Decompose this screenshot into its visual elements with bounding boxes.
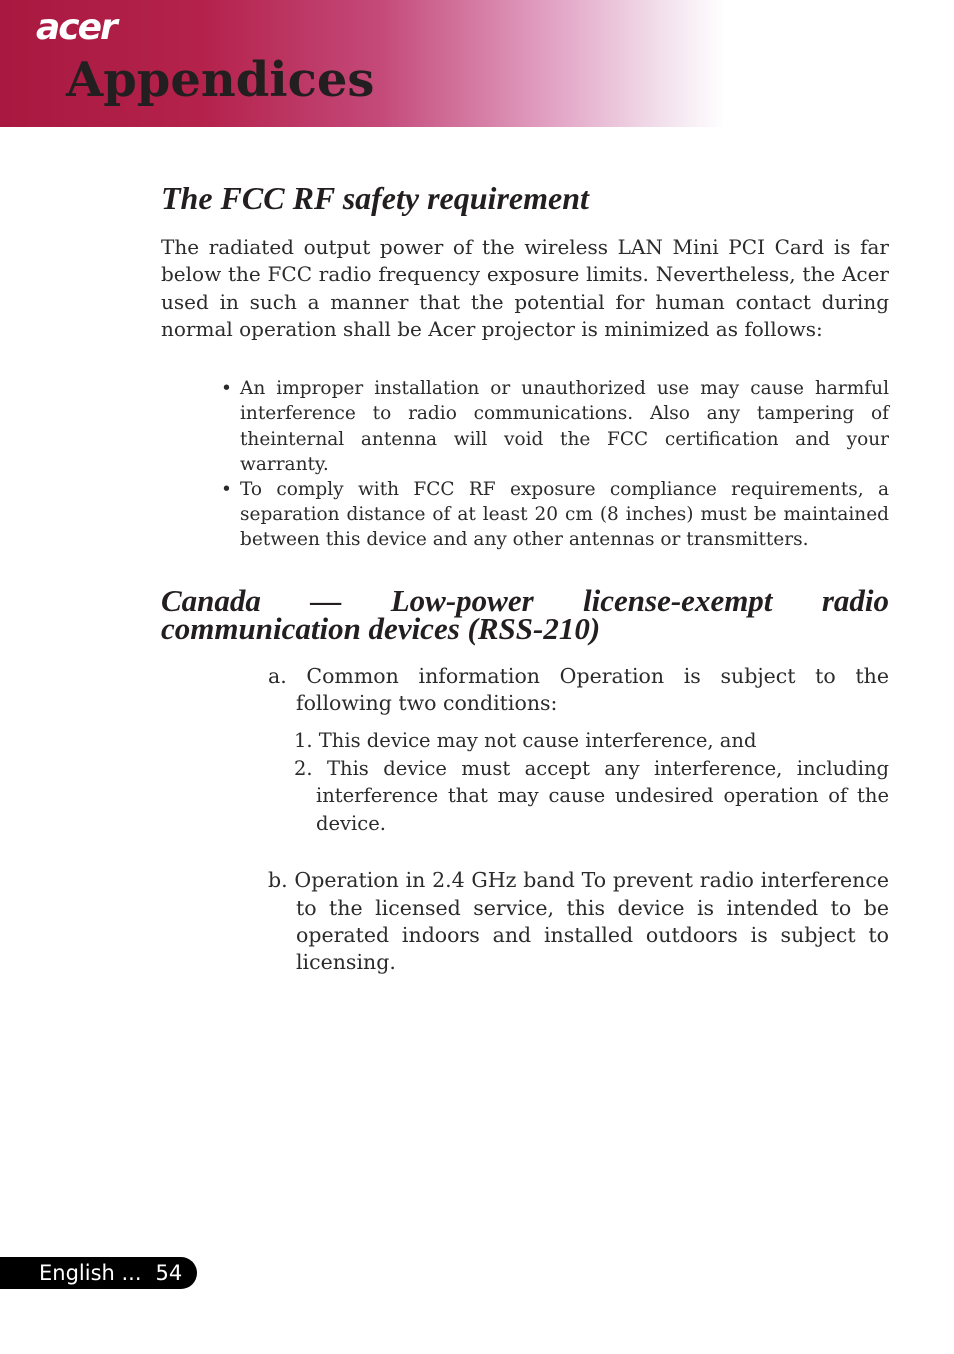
list-item: 2. This device must accept any interference, including interference that may cause undesired operation of the device.: [294, 756, 889, 835]
page-footer-tab: [0, 1257, 197, 1289]
list-item: 1. This device may not cause interference, and: [294, 729, 757, 753]
conditions-list: [161, 727, 889, 837]
bullet-icon: •: [221, 479, 232, 500]
main-content: [161, 172, 889, 976]
section-heading-canada: Canada — Low-power license-exempt radio communication devices (RSS-210): [161, 582, 889, 646]
bullet-text: To comply with FCC RF exposure compliance requirements, a separation distance of at least 20 cm (8 inches) must be maintained between this device and any other antennas or transmitters.: [240, 479, 889, 551]
list-item: [221, 376, 889, 477]
canada-item-b: b. Operation in 2.4 GHz band To prevent radio interference to the licensed service, this device is intended to be operated indoors and installed outdoors is subject to licensing.: [268, 868, 889, 975]
footer-language: English ...: [39, 1261, 142, 1285]
acer-logo: acer: [36, 7, 116, 48]
fcc-intro-paragraph: The radiated output power of the wireless LAN Mini PCI Card is far below the FCC radio frequency exposure limits. Nevertheless, the Acer used in such a manner that the potential for human contact during normal operation shall be Acer projector is minimized as follows:: [161, 235, 889, 341]
page-number: 54: [155, 1261, 183, 1285]
header-banner: [0, 0, 954, 127]
canada-item-a: a. Common information Operation is subject to the following two conditions:: [268, 663, 889, 715]
bullet-text: An improper installation or unauthorized use may cause harmful interference to radio communications. Also any tampering of theinternal antenna will void the FCC certification and your warranty.: [240, 378, 889, 475]
bullet-icon: •: [221, 378, 232, 400]
page-title: Appendices: [66, 52, 375, 108]
fcc-bullet-list: [161, 376, 889, 552]
list-item: [221, 477, 889, 553]
section-heading-fcc: The FCC RF safety requirement: [161, 180, 589, 216]
